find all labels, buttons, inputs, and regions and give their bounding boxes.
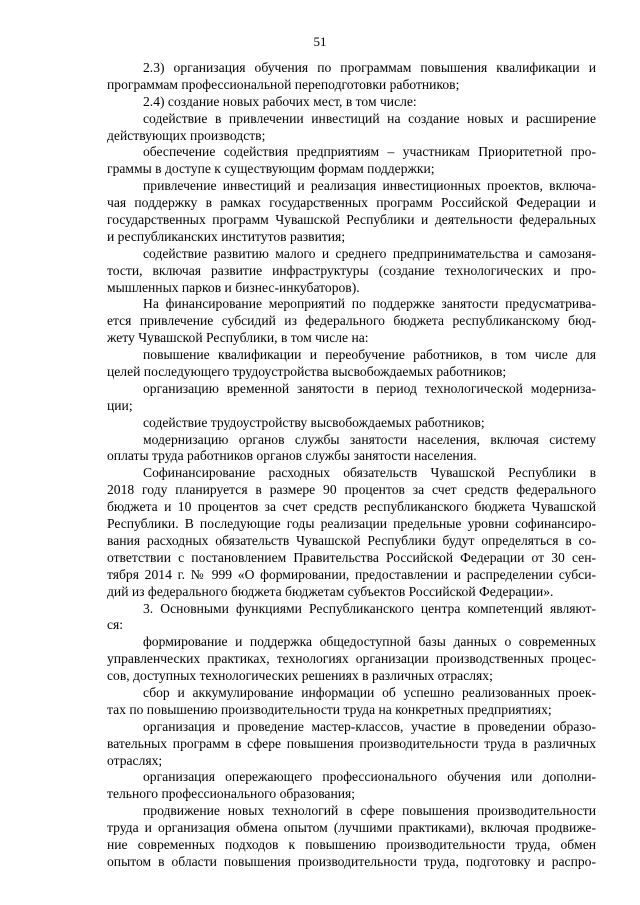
text-line: тости, включая развитие инфраструктуры (создание технологических и про- [107,262,596,278]
text-line: ется привлечение субсидий из федерального бюджета республиканскому бюд- [107,313,596,329]
text-line: программам профессиональной переподготовки работников; [107,76,460,92]
text-line: привлечение инвестиций и реализация инвестиционных проектов, включа- [143,178,596,194]
text-line: организация опережающего профессионального обучения или дополни- [143,769,596,785]
text-line: ции; [107,397,133,413]
text-line: 2.4) создание новых рабочих мест, в том числе: [143,93,417,109]
text-line: повышение квалификации и переобучение работников, в том числе для [143,347,596,363]
text-line: государственных программ Чувашской Республики и деятельности федеральных [107,212,596,228]
text-line: продвижение новых технологий в сфере повышения производительности [143,803,596,819]
text-line: управленческих практиках, технологиях организации производственных процес- [107,651,596,667]
text-line: опытом в области повышения производительности труда, подготовку и распро- [107,853,596,869]
text-line: вательных программ в сфере повышения производительности труда в различных [107,735,596,751]
text-line: организация и проведение мастер-классов, участие в проведении образо- [143,718,596,734]
text-line: бюджета и 10 процентов за счет средств республиканского бюджета Чувашской [107,499,596,515]
text-line: граммы в доступе к существующим формам поддержки; [107,161,435,177]
text-line: организацию временной занятости в период технологической модерниза- [143,380,596,396]
text-line: На финансирование мероприятий по поддержке занятости предусматрива- [143,296,596,312]
text-line: жету Чувашской Республики, в том числе на: [107,330,369,346]
text-line: содействие трудоустройству высвобождаемых работников; [143,414,485,430]
text-line: и республиканских институтов развития; [107,228,346,244]
text-line: 3. Основными функциями Республиканского центра компетенций являют- [143,600,596,616]
text-line: ся: [107,617,124,633]
text-line: Республики. В последующие годы реализации предельные уровни софинансиро- [107,516,596,532]
text-line: 2.3) организация обучения по программам повышения квалификации и [143,60,596,75]
text-line: чая поддержку в рамках государственных программ Российской Федерации и [107,195,596,211]
text-line: труда и организация обмена опытом (лучшими практиками), включая продвиже- [107,820,596,836]
text-line: целей последующего трудоустройства высвобождаемых работников; [107,364,507,380]
text-line: модернизацию органов службы занятости населения, включая систему [143,431,596,447]
text-line: 2018 году планируется в размере 90 процентов за счет средств федерального [107,482,596,498]
text-line: отраслях; [107,752,163,768]
text-line: оплаты труда работников органов службы занятости населения. [107,448,477,464]
text-line: тельного профессионального образования; [107,786,356,802]
text-line: Софинансирование расходных обязательств Чувашской Республики в [143,465,596,481]
text-line: формирование и поддержка общедоступной базы данных о современных [143,634,596,650]
text-line: содействие развитию малого и среднего предпринимательства и самозаня- [143,245,596,261]
text-line: ние современных подходов к повышению производительности труда, обмен [107,836,596,852]
text-line: сбор и аккумулирование информации об успешно реализованных проек- [143,684,596,700]
text-line: действующих производств; [107,127,266,143]
text-line: обеспечение содействия предприятиям – участникам Приоритетной про- [143,144,596,160]
page-number: 51 [313,34,327,49]
text-line: вания расходных обязательств Чувашской Республики будут определяться в со- [107,532,596,548]
text-line: ответствии с постановлением Правительства Российской Федерации от 30 сен- [107,549,596,565]
text-line: дий из федерального бюджета бюджетам субъектов Российской Федерации». [107,583,554,599]
text-line: тах по повышению производительности труда на конкретных предприятиях; [107,701,552,717]
text-line: содействие в привлечении инвестиций на создание новых и расширение [143,110,596,126]
text-line: тября 2014 г. № 999 «О формировании, предоставлении и распределении субси- [107,566,596,582]
document-body-text [107,60,596,871]
text-line: сов, доступных технологических решениях в различных отраслях; [107,668,493,684]
text-line: мышленных парков и бизнес-инкубаторов). [107,279,360,295]
